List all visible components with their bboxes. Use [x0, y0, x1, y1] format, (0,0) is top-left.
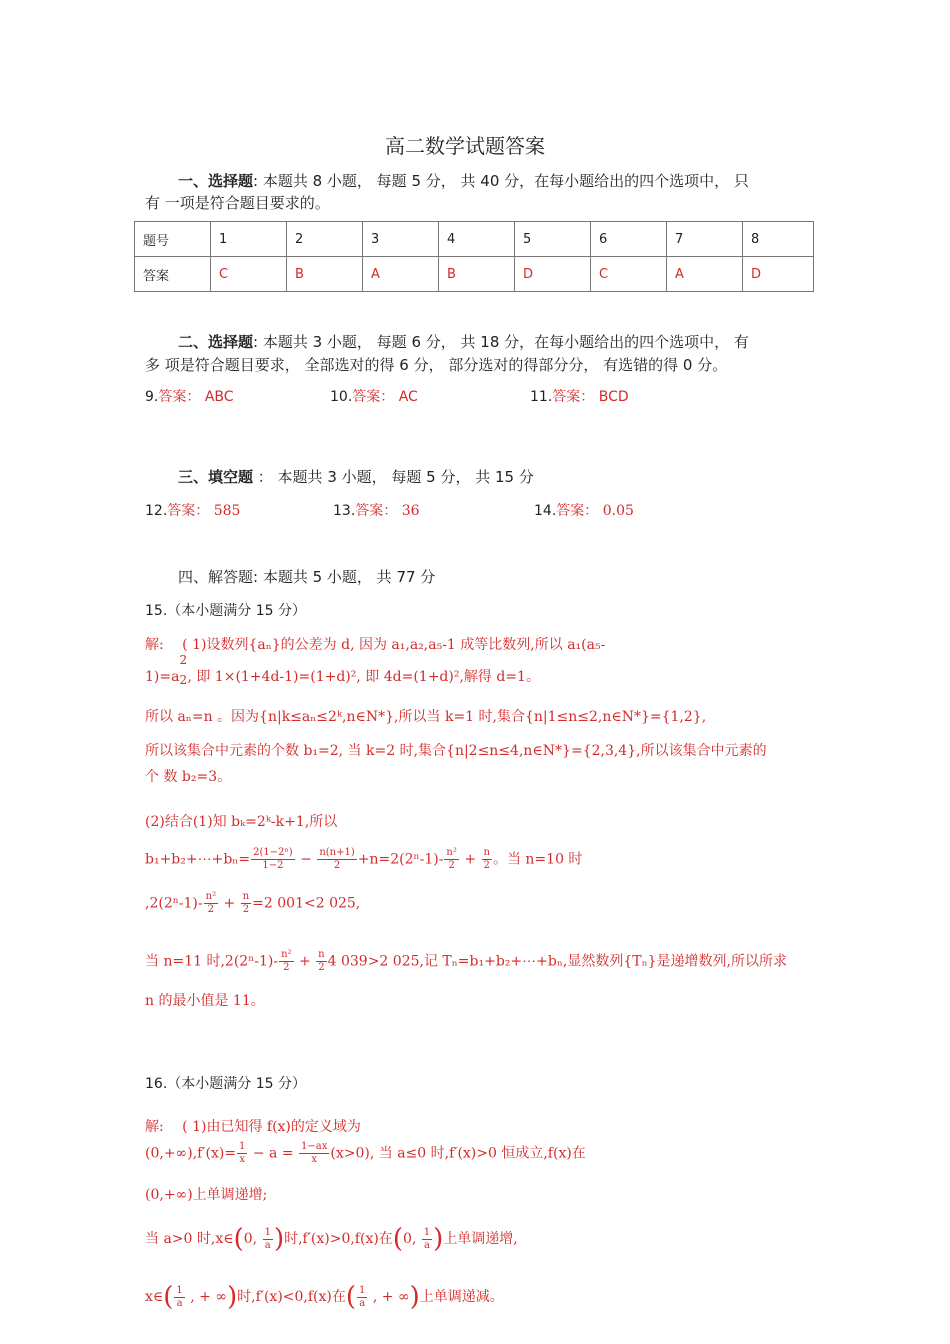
- table-answer-cell: C: [591, 257, 667, 292]
- section-2-intro-line2: 多 项是符合题目要求， 全部选对的得 6 分， 部分选对的得部分分， 有选错的得 0 分。: [145, 356, 728, 374]
- table-answer-cell: B: [439, 257, 515, 292]
- section-4-text: : 本题共 5 小题， 共 77 分: [253, 568, 436, 586]
- q15-line-1: 解: ( 1)设数列{aₙ}的公差为 d, 因为 a₁,a₂,a₅-1 成等比数列,所以 a₁(a₅-: [145, 637, 606, 653]
- denominator: 2: [283, 962, 290, 973]
- answer-label: 答案：: [556, 503, 599, 519]
- answer-14: [534, 500, 634, 520]
- fraction: [482, 848, 492, 871]
- section-1-text: : 本题共 8 小题， 每题 5 分， 共 40 分，在每小题给出的四个选项中， 只: [253, 172, 749, 190]
- denominator: 1−2: [262, 860, 284, 871]
- q15-n11-start: 当 n=11 时,2(2ⁿ-1)-: [145, 953, 279, 970]
- page-title: 高二数学试题答案: [385, 134, 545, 158]
- numerator: n: [318, 949, 325, 960]
- answer-label: 答案：: [167, 503, 210, 519]
- q15-sum-mid: +n=2(2ⁿ-1)-: [357, 851, 444, 868]
- section-3-text: ： 本题共 3 小题， 每题 5 分， 共 15 分: [253, 468, 534, 486]
- denominator: x: [239, 1154, 246, 1165]
- denominator: 2: [207, 904, 215, 915]
- fraction: [316, 950, 326, 973]
- numerator: n: [242, 891, 250, 902]
- q15-line-7: [145, 848, 582, 871]
- q15-line-5: 个 数 b₂=3。: [145, 769, 232, 785]
- interval-start: 0,: [402, 1231, 421, 1247]
- fraction: [241, 892, 251, 915]
- interval-end: , + ∞: [185, 1289, 227, 1305]
- table-answer-cell: A: [363, 257, 439, 292]
- answer-11: [530, 386, 629, 406]
- q15-header: 15.（本小题满分 15 分）: [145, 603, 306, 619]
- section-4-intro: [178, 566, 435, 587]
- fraction: [251, 848, 295, 871]
- q15-line-2-end: , 即 1×(1+4d-1)=(1+d)², 即 4d=(1+d)²,解得 d=1。: [187, 669, 540, 685]
- answer-number: 10.: [330, 389, 353, 405]
- q16-dec-start: x∈: [145, 1289, 164, 1305]
- fraction: [279, 950, 293, 973]
- q15-line-4: 所以该集合中元素的个数 b₁=2, 当 k=2 时,集合{n|2≤n≤4,n∈N*}={2,3,4},所以该集合中元素的: [145, 743, 767, 759]
- answer-number: 13.: [333, 503, 356, 519]
- section-1-heading: 一、选择题: [178, 172, 254, 190]
- q16-derivative-mid: − a =: [248, 1145, 299, 1162]
- q15-line-2-start: 1)=a: [145, 669, 180, 685]
- q16-line-1: 解: ( 1)由已知得 f(x)的定义域为: [145, 1119, 361, 1135]
- answer-number: 11.: [530, 389, 553, 405]
- numerator: 1−ax: [301, 1141, 328, 1152]
- q15-sum-end: 。当 n=10 时: [492, 851, 583, 868]
- answer-label: 答案：: [552, 389, 595, 405]
- table-cell: 8: [743, 222, 814, 257]
- table-cell: 3: [363, 222, 439, 257]
- section-4-heading: 四、解答题: [178, 568, 254, 586]
- table-header-cell: 答案: [135, 257, 211, 292]
- fraction: [444, 848, 458, 871]
- answer-label: 答案：: [158, 389, 201, 405]
- answer-value: AC: [398, 389, 418, 405]
- answer-value: ABC: [204, 389, 234, 405]
- answer-value: BCD: [598, 389, 629, 405]
- fraction: [317, 848, 356, 871]
- table-header-cell: 题号: [135, 222, 211, 257]
- answer-value: 36: [401, 503, 420, 519]
- answer-13: [333, 500, 420, 520]
- table-answer-cell: A: [667, 257, 743, 292]
- section-2-text: : 本题共 3 小题， 每题 6 分， 共 18 分，在每小题给出的四个选项中， 有: [253, 333, 749, 351]
- table-answer-cell: D: [743, 257, 814, 292]
- answer-number: 9.: [145, 389, 159, 405]
- answer-number: 14.: [534, 503, 557, 519]
- numerator: n²: [281, 949, 292, 960]
- denominator: 2: [318, 962, 325, 973]
- interval-end: , + ∞: [368, 1289, 410, 1305]
- table-cell: 2: [287, 222, 363, 257]
- section-3-intro: [178, 466, 534, 487]
- operator: +: [294, 953, 316, 970]
- denominator: x: [311, 1154, 318, 1165]
- q15-subscript: 2: [179, 673, 188, 687]
- fraction: [422, 1228, 432, 1251]
- numerator: 1: [239, 1141, 246, 1152]
- table-cell: 6: [591, 222, 667, 257]
- numerator: 1: [176, 1284, 183, 1296]
- numerator: n²: [205, 891, 217, 902]
- answer-table: [134, 221, 814, 292]
- section-2-heading: 二、选择题: [178, 333, 254, 351]
- q15-superscript: 2: [179, 653, 188, 667]
- answer-10: [330, 386, 418, 406]
- table-answer-cell: B: [287, 257, 363, 292]
- numerator: n²: [446, 847, 457, 858]
- denominator: a: [176, 1297, 183, 1309]
- q15-line-2: [145, 653, 540, 687]
- denominator: 2: [448, 860, 455, 871]
- operator: +: [219, 895, 240, 912]
- numerator: 2(1−2ⁿ): [253, 847, 293, 858]
- fraction: [263, 1228, 273, 1251]
- table-cell: 5: [515, 222, 591, 257]
- answer-label: 答案：: [355, 503, 398, 519]
- fraction: [357, 1286, 367, 1309]
- denominator: 2: [242, 904, 250, 915]
- q15-line-9: [145, 950, 787, 973]
- table-row: [135, 257, 814, 292]
- denominator: a: [423, 1239, 430, 1251]
- operator: +: [459, 851, 481, 868]
- q16-case-pos-end: 上单调递增,: [443, 1231, 518, 1247]
- q15-sum-lhs: b₁+b₂+⋯+bₙ=: [145, 851, 251, 868]
- fraction: [299, 1142, 329, 1165]
- q16-header: 16.（本小题满分 15 分）: [145, 1076, 306, 1092]
- answer-9: [145, 386, 234, 406]
- q16-line-4: 当 a>0 时,x∈(0, $\frac{1}{a}$ )时,f′(x)>0,f(x)在(0, $\frac{1}{a}$ )上单调递增,: [145, 1224, 518, 1254]
- denominator: a: [264, 1239, 271, 1251]
- answer-number: 12.: [145, 503, 168, 519]
- q16-domain: (0,+∞),f′(x)=: [145, 1145, 237, 1162]
- interval-start: 0,: [243, 1231, 262, 1247]
- answer-value: 0.05: [602, 503, 634, 519]
- q15-n11-end: 4 039>2 025,记 Tₙ=b₁+b₂+⋯+bₙ,显然数列{Tₙ}是递增数列,所以所求: [327, 953, 788, 970]
- numerator: 1: [359, 1284, 366, 1296]
- section-2-intro: [178, 331, 749, 352]
- q15-check-end: =2 001<2 025,: [252, 895, 361, 912]
- numerator: 1: [264, 1226, 271, 1238]
- denominator: 2: [483, 860, 490, 871]
- q16-dec-mid: 时,f′(x)<0,f(x)在: [237, 1289, 346, 1305]
- numerator: n: [483, 847, 490, 858]
- numerator: n(n+1): [319, 847, 355, 858]
- table-answer-cell: D: [515, 257, 591, 292]
- q16-line-2: [145, 1142, 586, 1165]
- q15-line-8: [145, 892, 360, 915]
- section-1-intro: [178, 170, 749, 191]
- q15-check-start: ,2(2ⁿ-1)-: [145, 895, 203, 912]
- table-cell: 4: [439, 222, 515, 257]
- section-1-intro-line2: 有 一项是符合题目要求的。: [145, 194, 330, 212]
- section-3-heading: 三、填空题: [178, 468, 254, 486]
- denominator: a: [359, 1297, 366, 1309]
- q15-line-6: (2)结合(1)知 bₖ=2ᵏ-k+1,所以: [145, 814, 338, 830]
- q16-derivative-cond: (x>0),: [330, 1145, 375, 1162]
- operator: −: [295, 851, 317, 868]
- q16-case-a-nonpos: 当 a≤0 时,f′(x)>0 恒成立,f(x)在: [374, 1145, 586, 1162]
- fraction: [237, 1142, 247, 1165]
- answer-label: 答案：: [352, 389, 395, 405]
- denominator: 2: [333, 860, 341, 871]
- table-cell: 7: [667, 222, 743, 257]
- answer-12: [145, 500, 240, 520]
- fraction: [204, 892, 218, 915]
- q16-case-pos-start: 当 a>0 时,x∈: [145, 1231, 234, 1247]
- q15-line-10: n 的最小值是 11。: [145, 993, 265, 1009]
- q16-line-5: x∈( $\frac{1}{a}$ , + ∞)时,f′(x)<0,f(x)在( $\frac{1}{a}$ , + ∞)上单调递减。: [145, 1282, 504, 1312]
- q16-line-3: (0,+∞)上单调递增;: [145, 1187, 268, 1203]
- table-answer-cell: C: [211, 257, 287, 292]
- table-row: [135, 222, 814, 257]
- q15-line-3: 所以 aₙ=n 。因为{n|k≤aₙ≤2ᵏ,n∈N*},所以当 k=1 时,集合{n|1≤n≤2,n∈N*}={1,2},: [145, 709, 707, 725]
- table-cell: 1: [211, 222, 287, 257]
- answer-value: 585: [213, 503, 241, 519]
- numerator: 1: [423, 1226, 431, 1238]
- q16-case-pos-mid: 时,f′(x)>0,f(x)在: [284, 1231, 393, 1247]
- q16-dec-end: 上单调递减。: [419, 1289, 504, 1305]
- fraction: [174, 1286, 184, 1309]
